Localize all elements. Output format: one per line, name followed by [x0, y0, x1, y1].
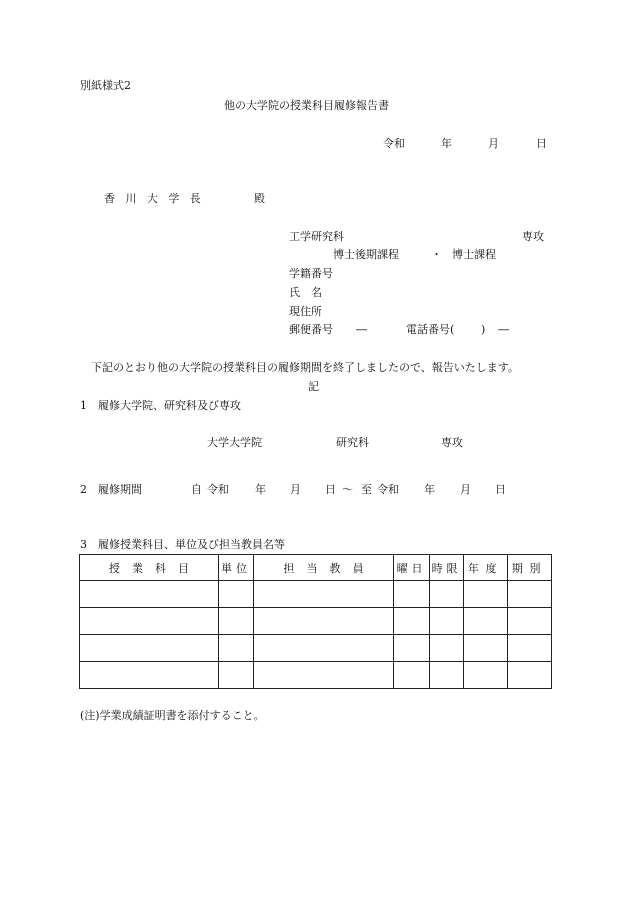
table-row [80, 662, 552, 689]
cell-subject[interactable] [80, 581, 219, 608]
student-number-label: 学籍番号 [289, 267, 333, 280]
cell-instructor[interactable] [254, 635, 394, 662]
cell-weekday[interactable] [394, 581, 430, 608]
date-day: 日 [536, 137, 547, 150]
cell-period[interactable] [430, 662, 464, 689]
section1-major: 専攻 [441, 436, 463, 449]
cell-credits[interactable] [219, 581, 254, 608]
cell-credits[interactable] [219, 608, 254, 635]
phone-label: 電話番号( [406, 323, 455, 336]
addressee-name: 香川大学長 [104, 192, 212, 205]
course-table [79, 554, 552, 689]
date-era: 令和 [383, 137, 405, 150]
section1-graduate-school: 研究科 [336, 436, 369, 449]
cell-year[interactable] [464, 581, 508, 608]
phone-dash: ― [498, 323, 509, 336]
cell-instructor[interactable] [254, 662, 394, 689]
date-year: 年 [441, 137, 452, 150]
period-to: 至 [361, 483, 372, 496]
section2-heading: 2 履修期間 [80, 483, 142, 496]
postal-label: 郵便番号 [289, 323, 333, 336]
cell-subject[interactable] [80, 635, 219, 662]
period-from: 自 [191, 483, 202, 496]
period-to-day: 日 [495, 483, 506, 496]
col-header-subject: 授業科目 [80, 555, 219, 581]
cell-period[interactable] [430, 635, 464, 662]
faculty-label: 工学研究科 [289, 230, 344, 243]
table-header-row [80, 555, 552, 581]
col-header-term: 期別 [508, 555, 552, 581]
major-label: 専攻 [522, 230, 544, 243]
col-header-instructor: 担当教員 [254, 555, 394, 581]
cell-term[interactable] [508, 635, 552, 662]
cell-period[interactable] [430, 581, 464, 608]
phone-close: ) [481, 323, 486, 336]
col-header-period: 時限 [430, 555, 464, 581]
course-phd: 博士課程 [452, 248, 496, 261]
period-to-year: 年 [424, 483, 435, 496]
table-row [80, 608, 552, 635]
form-id: 別紙様式2 [80, 79, 131, 92]
col-header-credits: 単位 [219, 555, 254, 581]
period-tilde: ～ [342, 483, 353, 496]
period-from-day: 日 [325, 483, 336, 496]
ki-mark: 記 [308, 380, 319, 393]
cell-weekday[interactable] [394, 635, 430, 662]
col-header-year: 年度 [464, 555, 508, 581]
cell-term[interactable] [508, 581, 552, 608]
section1-heading: 1 履修大学院、研究科及び専攻 [80, 399, 241, 412]
cell-term[interactable] [508, 608, 552, 635]
cell-instructor[interactable] [254, 608, 394, 635]
cell-term[interactable] [508, 662, 552, 689]
date-month: 月 [488, 137, 499, 150]
period-to-era: 令和 [377, 483, 399, 496]
section1-university: 大学大学院 [207, 436, 262, 449]
cell-subject[interactable] [80, 662, 219, 689]
col-header-weekday: 曜日 [394, 555, 430, 581]
cell-credits[interactable] [219, 635, 254, 662]
cell-year[interactable] [464, 662, 508, 689]
period-to-month: 月 [460, 483, 471, 496]
course-separator: ・ [431, 248, 442, 261]
period-from-month: 月 [290, 483, 301, 496]
name-label: 氏 名 [289, 286, 322, 299]
cell-year[interactable] [464, 635, 508, 662]
cell-instructor[interactable] [254, 581, 394, 608]
report-statement: 下記のとおり他の大学院の授業科目の履修期間を終了しましたので、報告いたします。 [91, 361, 519, 374]
course-doctoral: 博士後期課程 [333, 248, 399, 261]
footnote: (注)学業成績証明書を添付すること。 [80, 709, 265, 722]
period-from-era: 令和 [207, 483, 229, 496]
cell-year[interactable] [464, 608, 508, 635]
cell-weekday[interactable] [394, 608, 430, 635]
cell-subject[interactable] [80, 608, 219, 635]
section3-heading: 3 履修授業科目、単位及び担当教員名等 [80, 538, 285, 551]
document-title: 他の大学院の授業科目履修報告書 [224, 99, 389, 112]
cell-credits[interactable] [219, 662, 254, 689]
postal-dash: ― [356, 323, 367, 336]
cell-weekday[interactable] [394, 662, 430, 689]
cell-period[interactable] [430, 608, 464, 635]
addressee-honorific: 殿 [254, 192, 265, 205]
table-row [80, 635, 552, 662]
period-from-year: 年 [255, 483, 266, 496]
table-row [80, 581, 552, 608]
address-label: 現住所 [289, 305, 322, 318]
